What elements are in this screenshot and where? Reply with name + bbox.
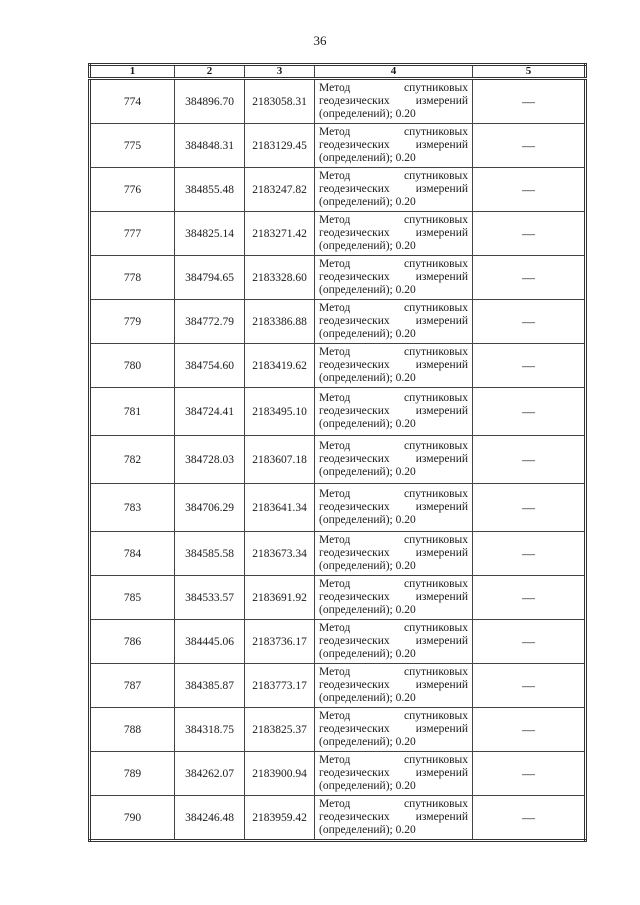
point-number-cell: 789 <box>90 752 175 796</box>
method-word-4: измерений <box>415 501 468 513</box>
method-word-4: измерений <box>415 635 468 647</box>
method-word-3: геодезических <box>319 591 390 603</box>
method-cell <box>315 168 473 212</box>
method-word-4: измерений <box>415 359 468 371</box>
method-word-2: спутниковых <box>403 488 468 500</box>
y-coordinate-cell: 2183959.42 <box>245 796 315 841</box>
method-word-4: измерений <box>415 453 468 465</box>
header-col-2: 2 <box>175 65 245 79</box>
method-line-2 <box>319 183 468 196</box>
method-line-3: (определений); 0.20 <box>319 824 416 836</box>
point-number-cell: 774 <box>90 79 175 124</box>
column-5-cell: — <box>473 300 586 344</box>
method-line-2 <box>319 679 468 692</box>
method-word-2: спутниковых <box>403 754 468 766</box>
column-5-cell: — <box>473 344 586 388</box>
point-number-cell: 777 <box>90 212 175 256</box>
x-coordinate-cell: 384318.75 <box>175 708 245 752</box>
column-5-cell: — <box>473 256 586 300</box>
x-coordinate-cell: 384585.58 <box>175 532 245 576</box>
table-row <box>90 436 586 484</box>
table-row <box>90 708 586 752</box>
method-line-3: (определений); 0.20 <box>319 284 416 296</box>
column-5-cell: — <box>473 124 586 168</box>
method-word-1: Метод <box>319 392 351 404</box>
column-5-cell: — <box>473 168 586 212</box>
point-number-cell: 781 <box>90 388 175 436</box>
method-word-1: Метод <box>319 622 351 634</box>
method-line-1 <box>319 710 468 723</box>
method-word-2: спутниковых <box>403 798 468 810</box>
header-col-4: 4 <box>315 65 473 79</box>
method-line-1 <box>319 214 468 227</box>
method-cell <box>315 256 473 300</box>
x-coordinate-cell: 384855.48 <box>175 168 245 212</box>
method-line-3: (определений); 0.20 <box>319 152 416 164</box>
method-word-2: спутниковых <box>403 82 468 94</box>
method-word-3: геодезических <box>319 359 390 371</box>
point-number-cell: 779 <box>90 300 175 344</box>
point-number-cell: 784 <box>90 532 175 576</box>
method-line-1 <box>319 666 468 679</box>
column-5-cell: — <box>473 796 586 841</box>
method-word-1: Метод <box>319 440 351 452</box>
x-coordinate-cell: 384385.87 <box>175 664 245 708</box>
method-line-2 <box>319 315 468 328</box>
method-line-2 <box>319 501 468 514</box>
table-row <box>90 576 586 620</box>
point-number-cell: 775 <box>90 124 175 168</box>
method-word-3: геодезических <box>319 271 390 283</box>
method-cell <box>315 664 473 708</box>
method-line-3: (определений); 0.20 <box>319 418 416 430</box>
method-word-1: Метод <box>319 798 351 810</box>
x-coordinate-cell: 384848.31 <box>175 124 245 168</box>
column-5-cell: — <box>473 532 586 576</box>
y-coordinate-cell: 2183607.18 <box>245 436 315 484</box>
point-number-cell: 780 <box>90 344 175 388</box>
method-line-2 <box>319 405 468 418</box>
method-line-3: (определений); 0.20 <box>319 604 416 616</box>
y-coordinate-cell: 2183495.10 <box>245 388 315 436</box>
point-number-cell: 783 <box>90 484 175 532</box>
method-line-1 <box>319 302 468 315</box>
method-word-4: измерений <box>415 811 468 823</box>
method-line-2 <box>319 547 468 560</box>
method-word-4: измерений <box>415 315 468 327</box>
table-row <box>90 752 586 796</box>
x-coordinate-cell: 384445.06 <box>175 620 245 664</box>
header-col-5: 5 <box>473 65 586 79</box>
method-word-3: геодезических <box>319 723 390 735</box>
method-line-2 <box>319 723 468 736</box>
method-line-3: (определений); 0.20 <box>319 514 416 526</box>
point-number-cell: 776 <box>90 168 175 212</box>
method-cell <box>315 300 473 344</box>
method-word-3: геодезических <box>319 453 390 465</box>
method-word-3: геодезических <box>319 811 390 823</box>
method-line-3: (определений); 0.20 <box>319 692 416 704</box>
x-coordinate-cell: 384728.03 <box>175 436 245 484</box>
method-word-3: геодезических <box>319 767 390 779</box>
method-line-2 <box>319 453 468 466</box>
x-coordinate-cell: 384724.41 <box>175 388 245 436</box>
method-word-4: измерений <box>415 405 468 417</box>
method-line-3: (определений); 0.20 <box>319 372 416 384</box>
column-5-cell: — <box>473 576 586 620</box>
method-cell <box>315 388 473 436</box>
y-coordinate-cell: 2183773.17 <box>245 664 315 708</box>
method-word-1: Метод <box>319 126 351 138</box>
method-line-1 <box>319 126 468 139</box>
column-5-cell: — <box>473 620 586 664</box>
column-5-cell: — <box>473 436 586 484</box>
table-row <box>90 532 586 576</box>
method-line-1 <box>319 392 468 405</box>
method-line-1 <box>319 798 468 811</box>
method-word-1: Метод <box>319 82 351 94</box>
method-word-1: Метод <box>319 754 351 766</box>
method-word-4: измерений <box>415 547 468 559</box>
table-row <box>90 620 586 664</box>
method-cell <box>315 79 473 124</box>
method-word-3: геодезических <box>319 635 390 647</box>
y-coordinate-cell: 2183900.94 <box>245 752 315 796</box>
x-coordinate-cell: 384825.14 <box>175 212 245 256</box>
y-coordinate-cell: 2183271.42 <box>245 212 315 256</box>
method-word-2: спутниковых <box>403 578 468 590</box>
method-cell <box>315 212 473 256</box>
method-line-1 <box>319 258 468 271</box>
method-line-2 <box>319 227 468 240</box>
point-number-cell: 782 <box>90 436 175 484</box>
method-word-1: Метод <box>319 710 351 722</box>
method-word-4: измерений <box>415 227 468 239</box>
method-line-3: (определений); 0.20 <box>319 240 416 252</box>
method-word-2: спутниковых <box>403 170 468 182</box>
method-line-1 <box>319 488 468 501</box>
method-word-3: геодезических <box>319 95 390 107</box>
table-body <box>90 79 586 841</box>
method-word-2: спутниковых <box>403 710 468 722</box>
method-line-2 <box>319 359 468 372</box>
table-row <box>90 212 586 256</box>
method-cell <box>315 484 473 532</box>
table-row <box>90 168 586 212</box>
y-coordinate-cell: 2183691.92 <box>245 576 315 620</box>
point-number-cell: 788 <box>90 708 175 752</box>
x-coordinate-cell: 384896.70 <box>175 79 245 124</box>
method-line-1 <box>319 534 468 547</box>
x-coordinate-cell: 384706.29 <box>175 484 245 532</box>
method-cell <box>315 436 473 484</box>
column-5-cell: — <box>473 664 586 708</box>
method-word-3: геодезических <box>319 501 390 513</box>
table-row <box>90 300 586 344</box>
method-word-2: спутниковых <box>403 392 468 404</box>
y-coordinate-cell: 2183419.62 <box>245 344 315 388</box>
method-word-2: спутниковых <box>403 666 468 678</box>
method-word-3: геодезических <box>319 405 390 417</box>
method-word-4: измерений <box>415 679 468 691</box>
method-line-1 <box>319 440 468 453</box>
method-line-2 <box>319 591 468 604</box>
column-5-cell: — <box>473 212 586 256</box>
method-line-3: (определений); 0.20 <box>319 648 416 660</box>
method-word-2: спутниковых <box>403 302 468 314</box>
method-line-1 <box>319 82 468 95</box>
table-row <box>90 256 586 300</box>
method-cell <box>315 576 473 620</box>
method-line-1 <box>319 578 468 591</box>
method-line-3: (определений); 0.20 <box>319 328 416 340</box>
method-word-2: спутниковых <box>403 214 468 226</box>
method-word-4: измерений <box>415 591 468 603</box>
y-coordinate-cell: 2183328.60 <box>245 256 315 300</box>
method-word-4: измерений <box>415 723 468 735</box>
table-row <box>90 388 586 436</box>
y-coordinate-cell: 2183673.34 <box>245 532 315 576</box>
y-coordinate-cell: 2183386.88 <box>245 300 315 344</box>
method-cell <box>315 124 473 168</box>
method-word-3: геодезических <box>319 139 390 151</box>
method-word-2: спутниковых <box>403 126 468 138</box>
y-coordinate-cell: 2183247.82 <box>245 168 315 212</box>
point-number-cell: 787 <box>90 664 175 708</box>
y-coordinate-cell: 2183825.37 <box>245 708 315 752</box>
method-word-1: Метод <box>319 214 351 226</box>
method-word-2: спутниковых <box>403 346 468 358</box>
method-word-1: Метод <box>319 346 351 358</box>
x-coordinate-cell: 384754.60 <box>175 344 245 388</box>
method-word-4: измерений <box>415 767 468 779</box>
method-word-2: спутниковых <box>403 440 468 452</box>
x-coordinate-cell: 384772.79 <box>175 300 245 344</box>
column-5-cell: — <box>473 752 586 796</box>
method-line-3: (определений); 0.20 <box>319 780 416 792</box>
method-line-3: (определений); 0.20 <box>319 196 416 208</box>
method-word-2: спутниковых <box>403 258 468 270</box>
coordinates-table <box>88 63 587 842</box>
x-coordinate-cell: 384246.48 <box>175 796 245 841</box>
column-5-cell: — <box>473 79 586 124</box>
method-cell <box>315 708 473 752</box>
method-line-3: (определений); 0.20 <box>319 560 416 572</box>
method-line-2 <box>319 95 468 108</box>
method-line-1 <box>319 622 468 635</box>
method-cell <box>315 752 473 796</box>
x-coordinate-cell: 384533.57 <box>175 576 245 620</box>
method-word-3: геодезических <box>319 679 390 691</box>
method-line-2 <box>319 139 468 152</box>
method-line-3: (определений); 0.20 <box>319 736 416 748</box>
method-word-2: спутниковых <box>403 622 468 634</box>
y-coordinate-cell: 2183736.17 <box>245 620 315 664</box>
method-word-3: геодезических <box>319 183 390 195</box>
x-coordinate-cell: 384794.65 <box>175 256 245 300</box>
table-row <box>90 124 586 168</box>
method-line-1 <box>319 754 468 767</box>
point-number-cell: 790 <box>90 796 175 841</box>
table-row <box>90 484 586 532</box>
method-word-1: Метод <box>319 578 351 590</box>
point-number-cell: 778 <box>90 256 175 300</box>
method-line-1 <box>319 170 468 183</box>
method-word-4: измерений <box>415 95 468 107</box>
header-col-1: 1 <box>90 65 175 79</box>
y-coordinate-cell: 2183129.45 <box>245 124 315 168</box>
table-row <box>90 79 586 124</box>
header-col-3: 3 <box>245 65 315 79</box>
page-number: 36 <box>313 33 327 48</box>
table-row <box>90 344 586 388</box>
method-line-3: (определений); 0.20 <box>319 108 416 120</box>
method-cell <box>315 620 473 664</box>
method-word-1: Метод <box>319 534 351 546</box>
method-word-4: измерений <box>415 271 468 283</box>
y-coordinate-cell: 2183641.34 <box>245 484 315 532</box>
method-word-1: Метод <box>319 170 351 182</box>
method-cell <box>315 796 473 841</box>
point-number-cell: 785 <box>90 576 175 620</box>
column-5-cell: — <box>473 484 586 532</box>
method-word-3: геодезических <box>319 315 390 327</box>
method-word-1: Метод <box>319 302 351 314</box>
method-word-3: геодезических <box>319 227 390 239</box>
y-coordinate-cell: 2183058.31 <box>245 79 315 124</box>
point-number-cell: 786 <box>90 620 175 664</box>
method-word-1: Метод <box>319 488 351 500</box>
method-word-2: спутниковых <box>403 534 468 546</box>
method-line-3: (определений); 0.20 <box>319 466 416 478</box>
column-5-cell: — <box>473 708 586 752</box>
method-line-2 <box>319 767 468 780</box>
method-line-2 <box>319 811 468 824</box>
method-line-2 <box>319 635 468 648</box>
table-row <box>90 664 586 708</box>
x-coordinate-cell: 384262.07 <box>175 752 245 796</box>
column-5-cell: — <box>473 388 586 436</box>
method-line-1 <box>319 346 468 359</box>
method-cell <box>315 344 473 388</box>
table-header-row <box>90 65 586 79</box>
method-cell <box>315 532 473 576</box>
method-word-4: измерений <box>415 183 468 195</box>
method-word-4: измерений <box>415 139 468 151</box>
method-word-3: геодезических <box>319 547 390 559</box>
method-line-2 <box>319 271 468 284</box>
table-row <box>90 796 586 841</box>
method-word-1: Метод <box>319 258 351 270</box>
method-word-1: Метод <box>319 666 351 678</box>
